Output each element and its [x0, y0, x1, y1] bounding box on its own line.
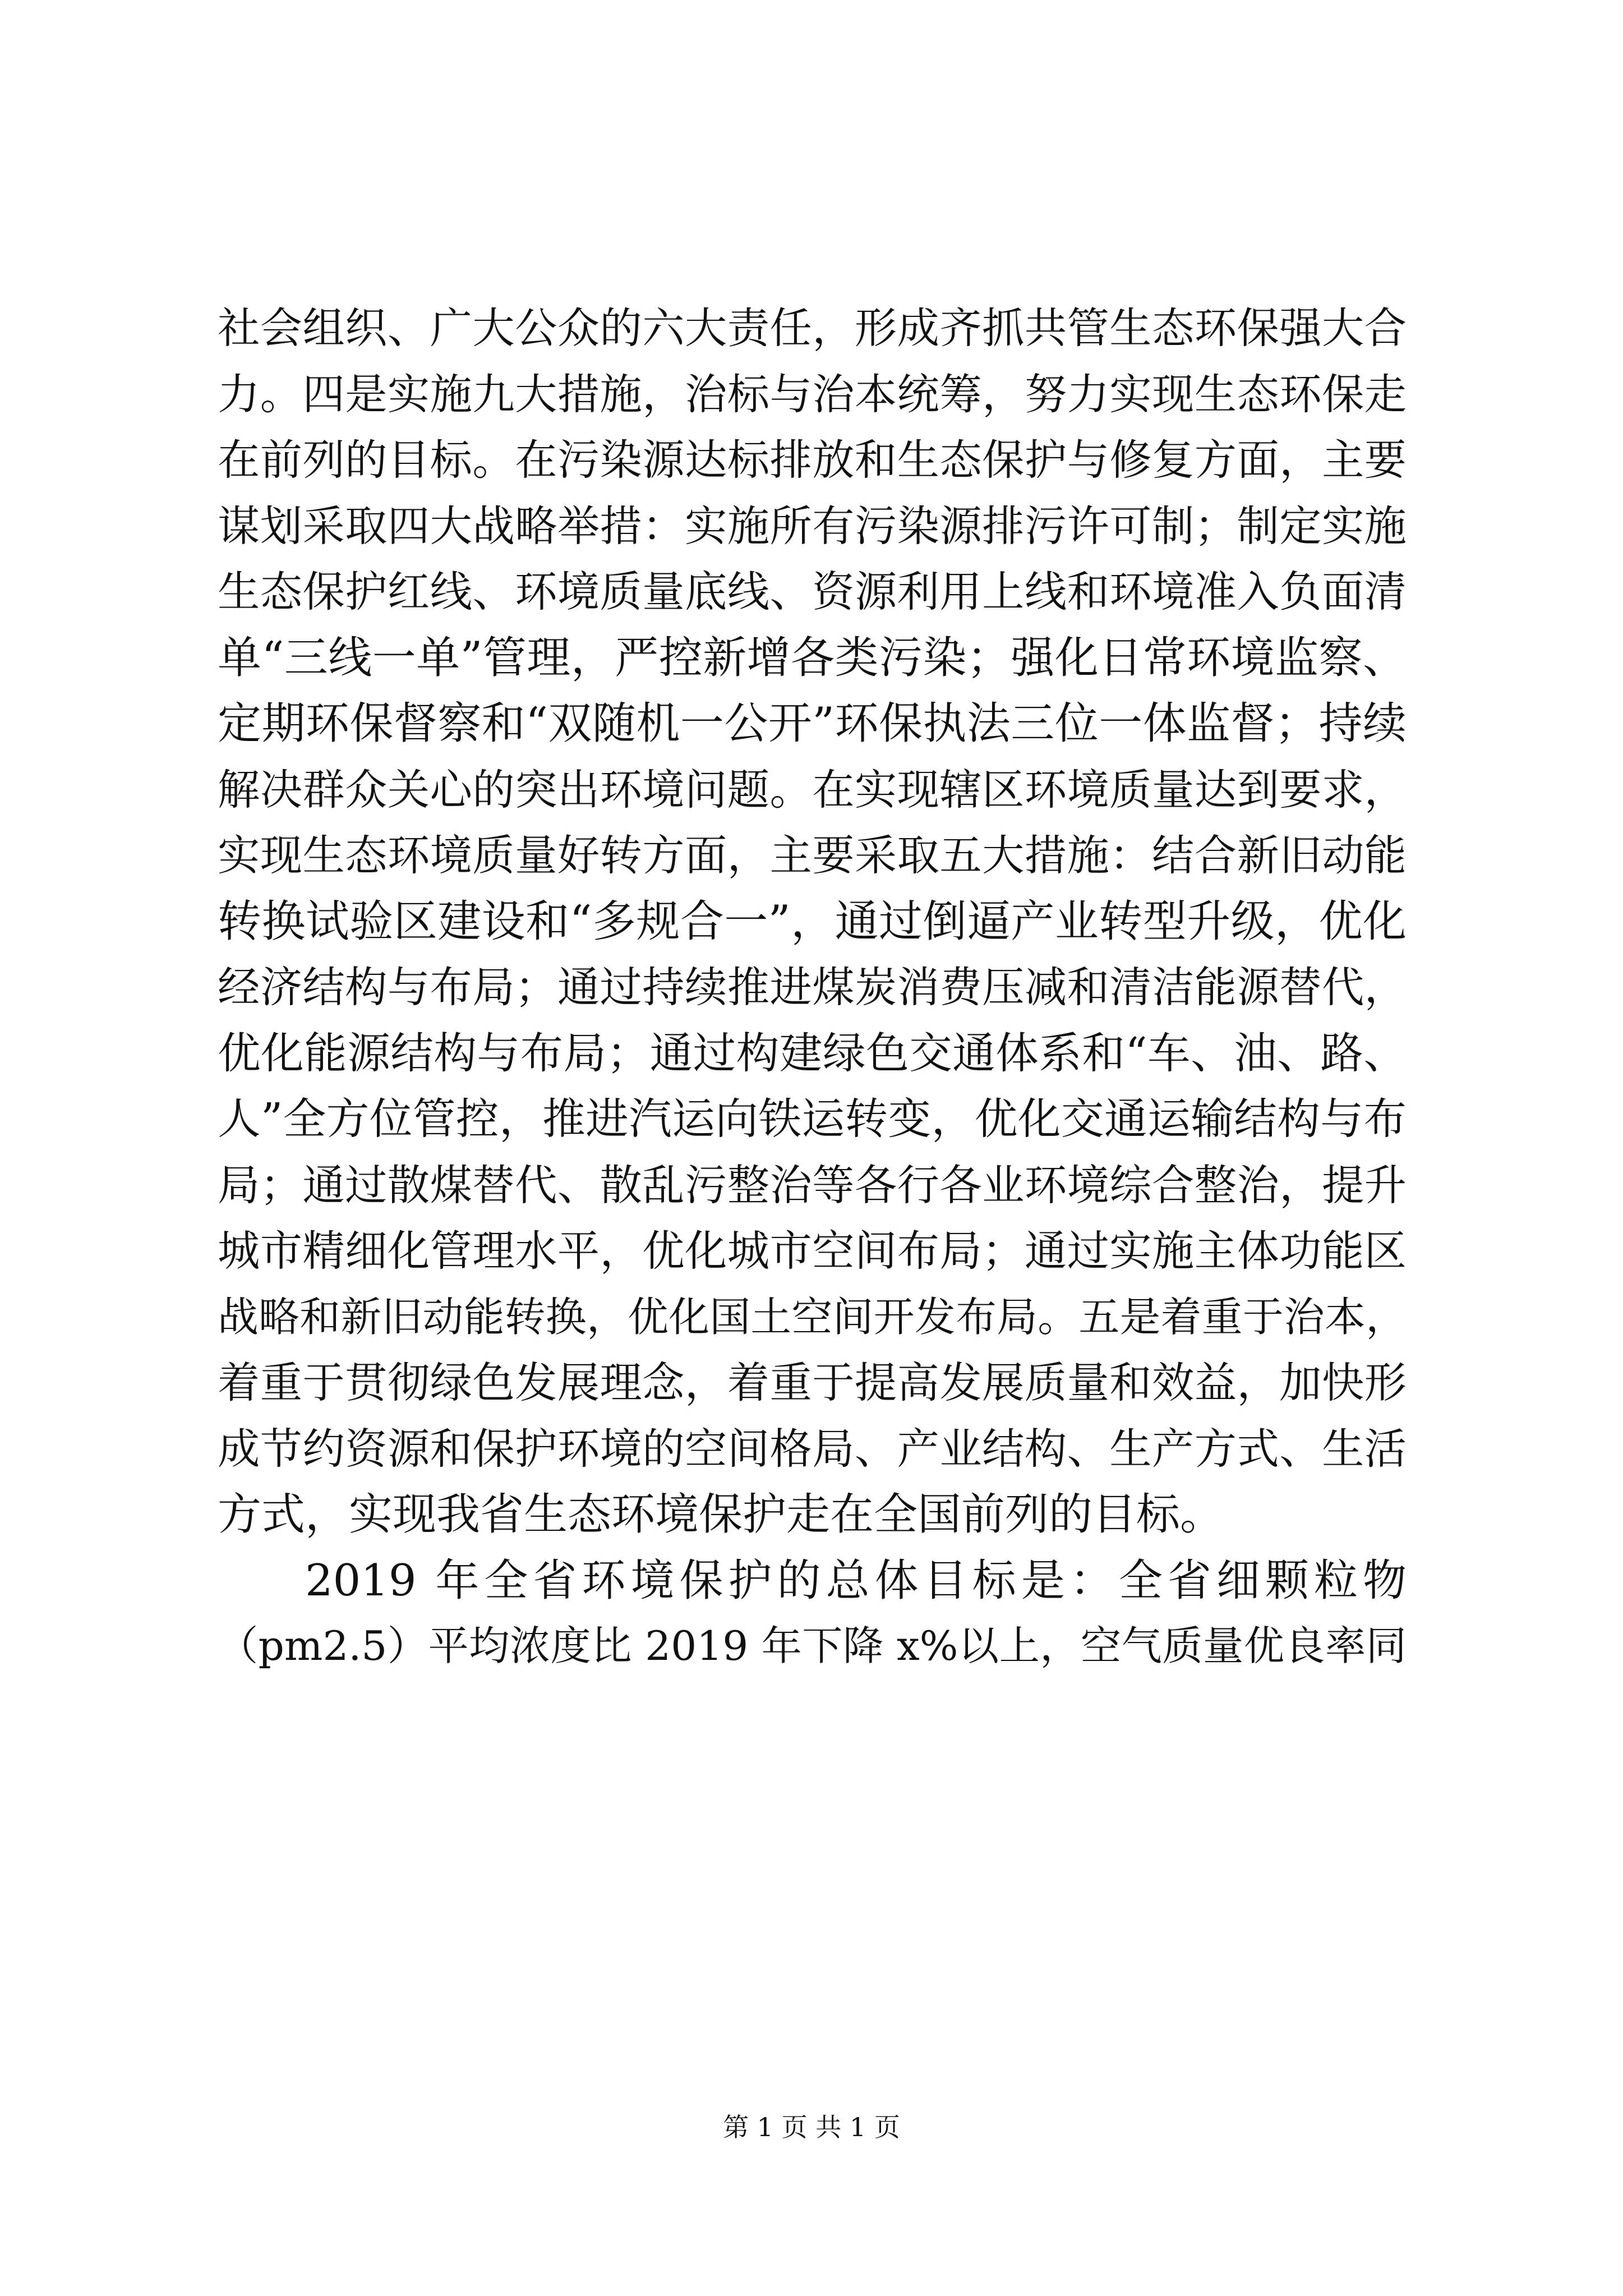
text-line-5: 生态保护红线、环境质量底线、资源利用上线和环境准入负面清: [218, 567, 1407, 616]
text-line-4: 谋划采取四大战略举措：实施所有污染源排污许可制；制定实施: [218, 501, 1407, 551]
text-line-20: 2019 年全省环境保护的总体目标是：全省细颗粒物: [305, 1555, 1407, 1606]
text-line-11: 经济结构与布局；通过持续推进煤炭消费压减和清洁能源替代，: [218, 963, 1407, 1012]
text-line-15: 城市精细化管理水平，优化城市空间布局；通过实施主体功能区: [218, 1226, 1407, 1276]
text-line-19: 方式，实现我省生态环境保护走在全国前列的目标。: [218, 1489, 1224, 1540]
text-line-3: 在前列的目标。在污染源达标排放和生态保护与修复方面，主要: [218, 435, 1407, 485]
text-line-9: 实现生态环境质量好转方面，主要采取五大措施：结合新旧动能: [218, 831, 1407, 880]
text-line-2: 力。四是实施九大措施，治标与治本统筹，努力实现生态环保走: [218, 369, 1407, 419]
text-line-13: 人”全方位管控，推进汽运向铁运转变，优化交通运输结构与布: [218, 1094, 1407, 1144]
page-number-footer: 第 1 页 共 1 页: [723, 2112, 900, 2142]
body-text: [218, 296, 1407, 1680]
text-line-6: 单“三线一单”管理，严控新增各类污染；强化日常环境监察、: [218, 632, 1407, 683]
text-line-18: 成节约资源和保护环境的空间格局、产业结构、生产方式、生活: [218, 1424, 1407, 1474]
text-line-8: 解决群众关心的突出环境问题。在实现辖区环境质量达到要求，: [218, 765, 1407, 815]
text-line-7: 定期环保督察和“双随机一公开”环保执法三位一体监督；持续: [218, 698, 1407, 749]
text-line-14: 局；通过散煤替代、散乱污整治等各行各业环境综合整治，提升: [218, 1160, 1407, 1210]
text-line-17: 着重于贯彻绿色发展理念，着重于提高发展质量和效益，加快形: [218, 1358, 1407, 1407]
text-line-16: 战略和新旧动能转换，优化国土空间开发布局。五是着重于治本，: [218, 1293, 1407, 1341]
text-line-10: 转换试验区建设和“多规合一”，通过倒逼产业转型升级，优化: [218, 896, 1407, 947]
text-line-1: 社会组织、广大公众的六大责任，形成齐抓共管生态环保强大合: [218, 303, 1407, 353]
text-line-21: （pm2.5）平均浓度比 2019 年下降 x%以上，空气质量优良率同: [218, 1623, 1407, 1670]
text-line-12: 优化能源结构与布局；通过构建绿色交通体系和“车、油、路、: [218, 1028, 1407, 1079]
